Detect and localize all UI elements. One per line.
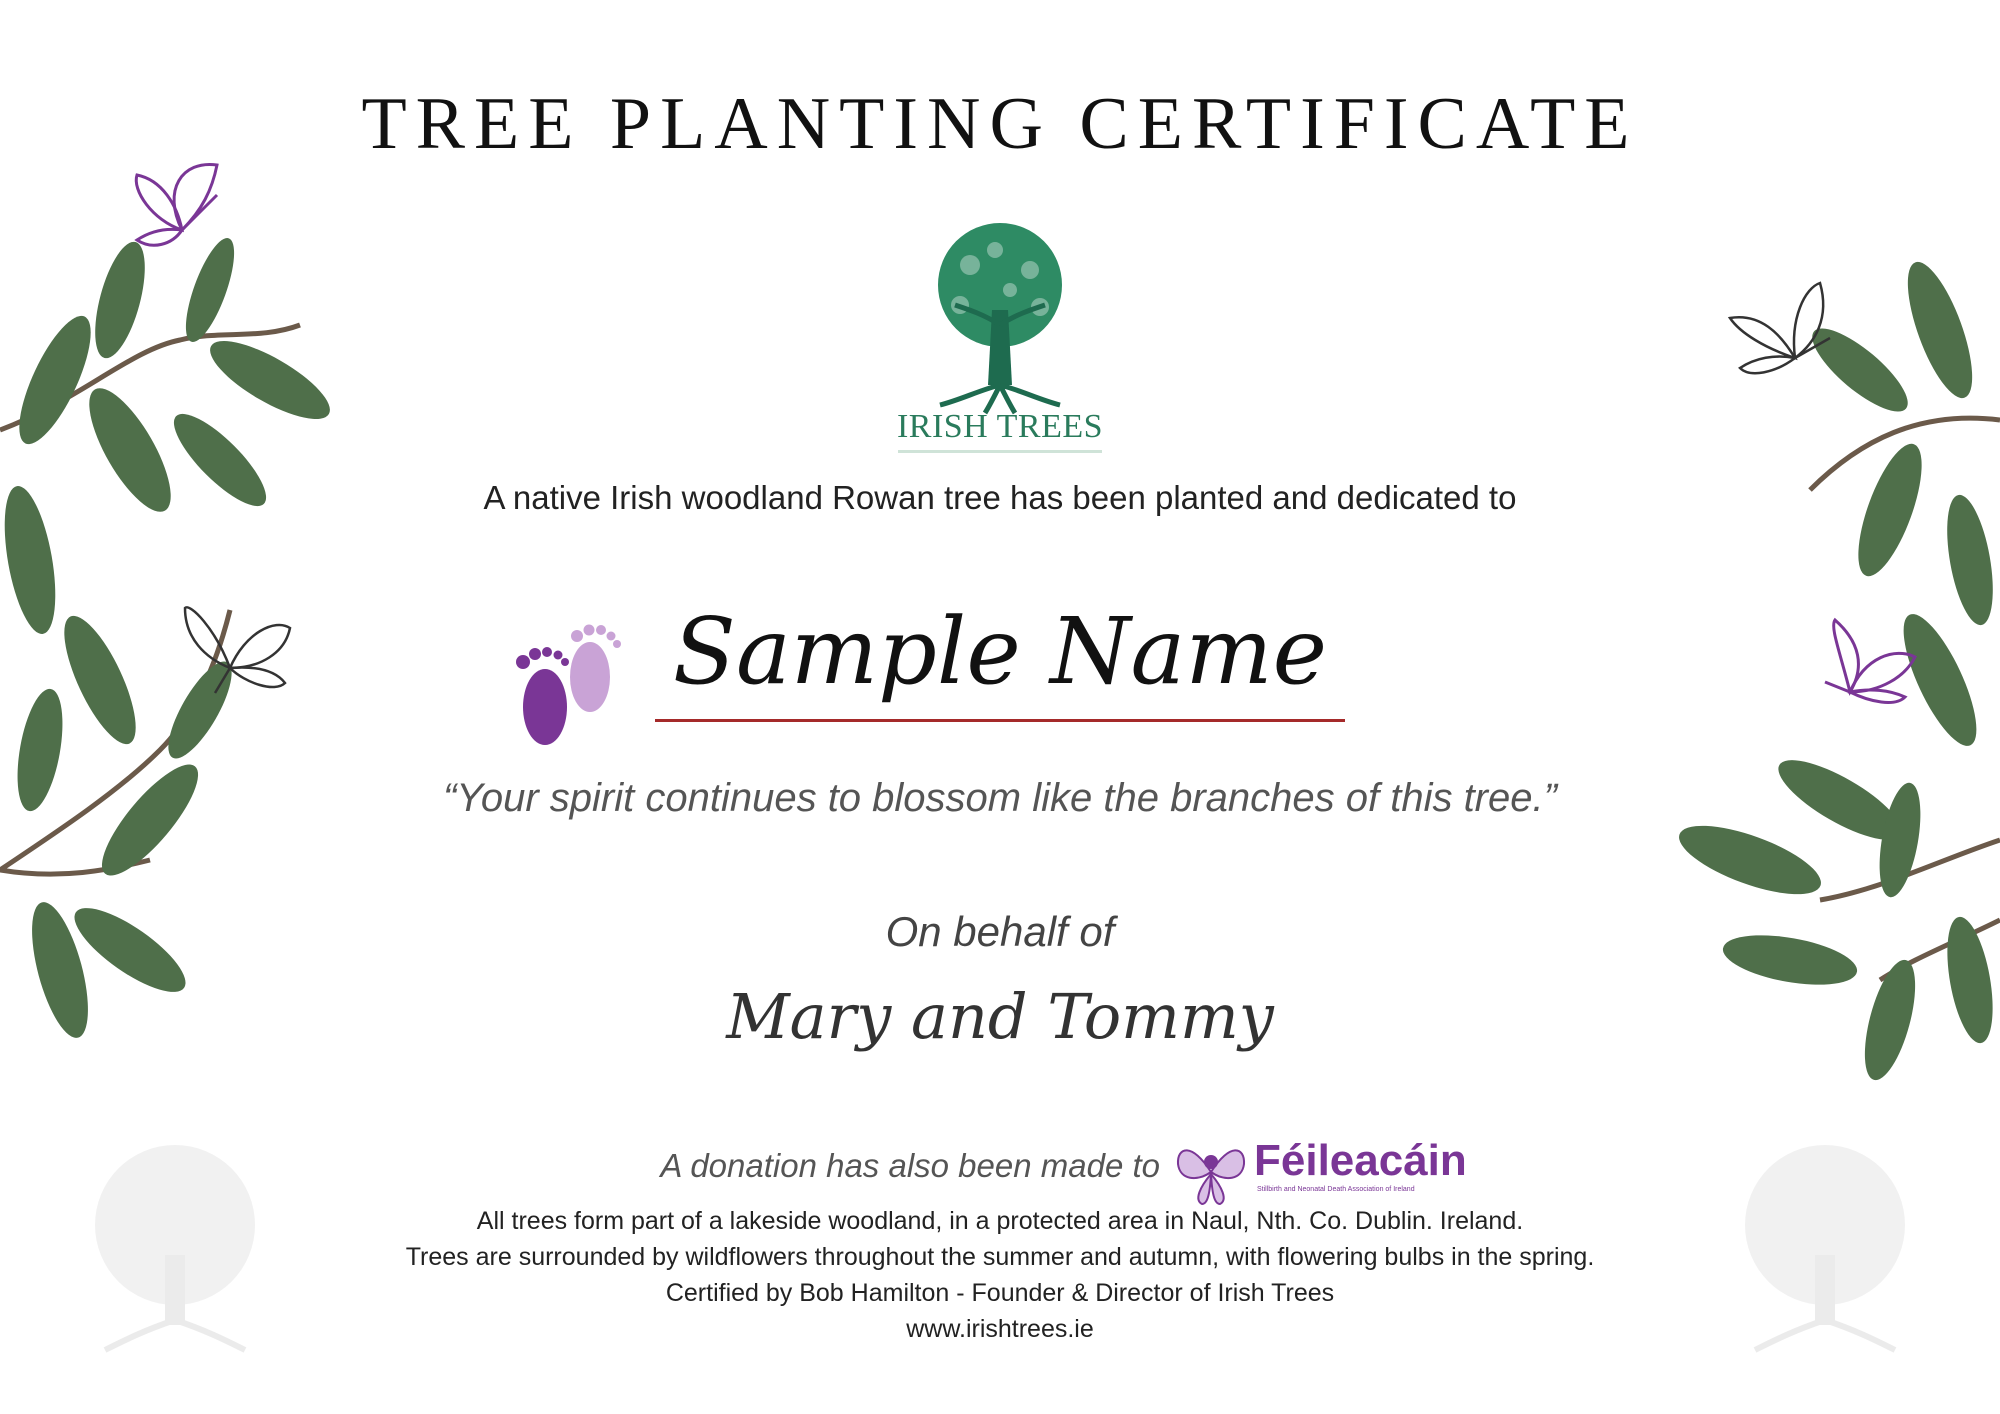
charity-tagline: Stillbirth and Neonatal Death Association of Ireland bbox=[1257, 1186, 1415, 1193]
footer-website-link[interactable]: www.irishtrees.ie bbox=[906, 1315, 1094, 1343]
name-underline bbox=[655, 719, 1345, 722]
butterfly-angel-logo-icon bbox=[1172, 1132, 1250, 1210]
footer-certified-by: Certified by Bob Hamilton - Founder & Director of Irish Trees bbox=[665, 1279, 1335, 1307]
footer-wildflowers: Trees are surrounded by wildflowers throughout the summer and autumn, with flowering bulbs in the spring. bbox=[405, 1243, 1595, 1271]
charity-name: Féileacáin bbox=[1254, 1136, 1467, 1185]
baby-footprints-icon bbox=[505, 622, 635, 750]
butterfly-outline-right-icon bbox=[1720, 278, 1850, 388]
dedication-text: A native Irish woodland Rowan tree has been planted and dedicated to bbox=[483, 479, 1517, 516]
tree-logo-icon bbox=[900, 215, 1100, 415]
honoree-name: Sample Name bbox=[672, 598, 1328, 705]
certificate-title: TREE PLANTING CERTIFICATE bbox=[361, 83, 1639, 165]
footer-location: All trees form part of a lakeside woodland, in a protected area in Naul, Nth. Co. Dublin. Ireland. bbox=[476, 1207, 1524, 1235]
on-behalf-label: On behalf of bbox=[885, 908, 1115, 955]
donation-text: A donation has also been made to bbox=[660, 1147, 1160, 1184]
memorial-quote: “Your spirit continues to blossom like the branches of this tree.” bbox=[443, 776, 1557, 820]
butterfly-purple-right-icon bbox=[1810, 612, 1940, 722]
logo-label: IRISH TREES bbox=[896, 408, 1104, 445]
butterfly-outline-left-icon bbox=[175, 598, 305, 708]
on-behalf-names: Mary and Tommy bbox=[726, 980, 1274, 1053]
logo-divider bbox=[898, 450, 1102, 453]
